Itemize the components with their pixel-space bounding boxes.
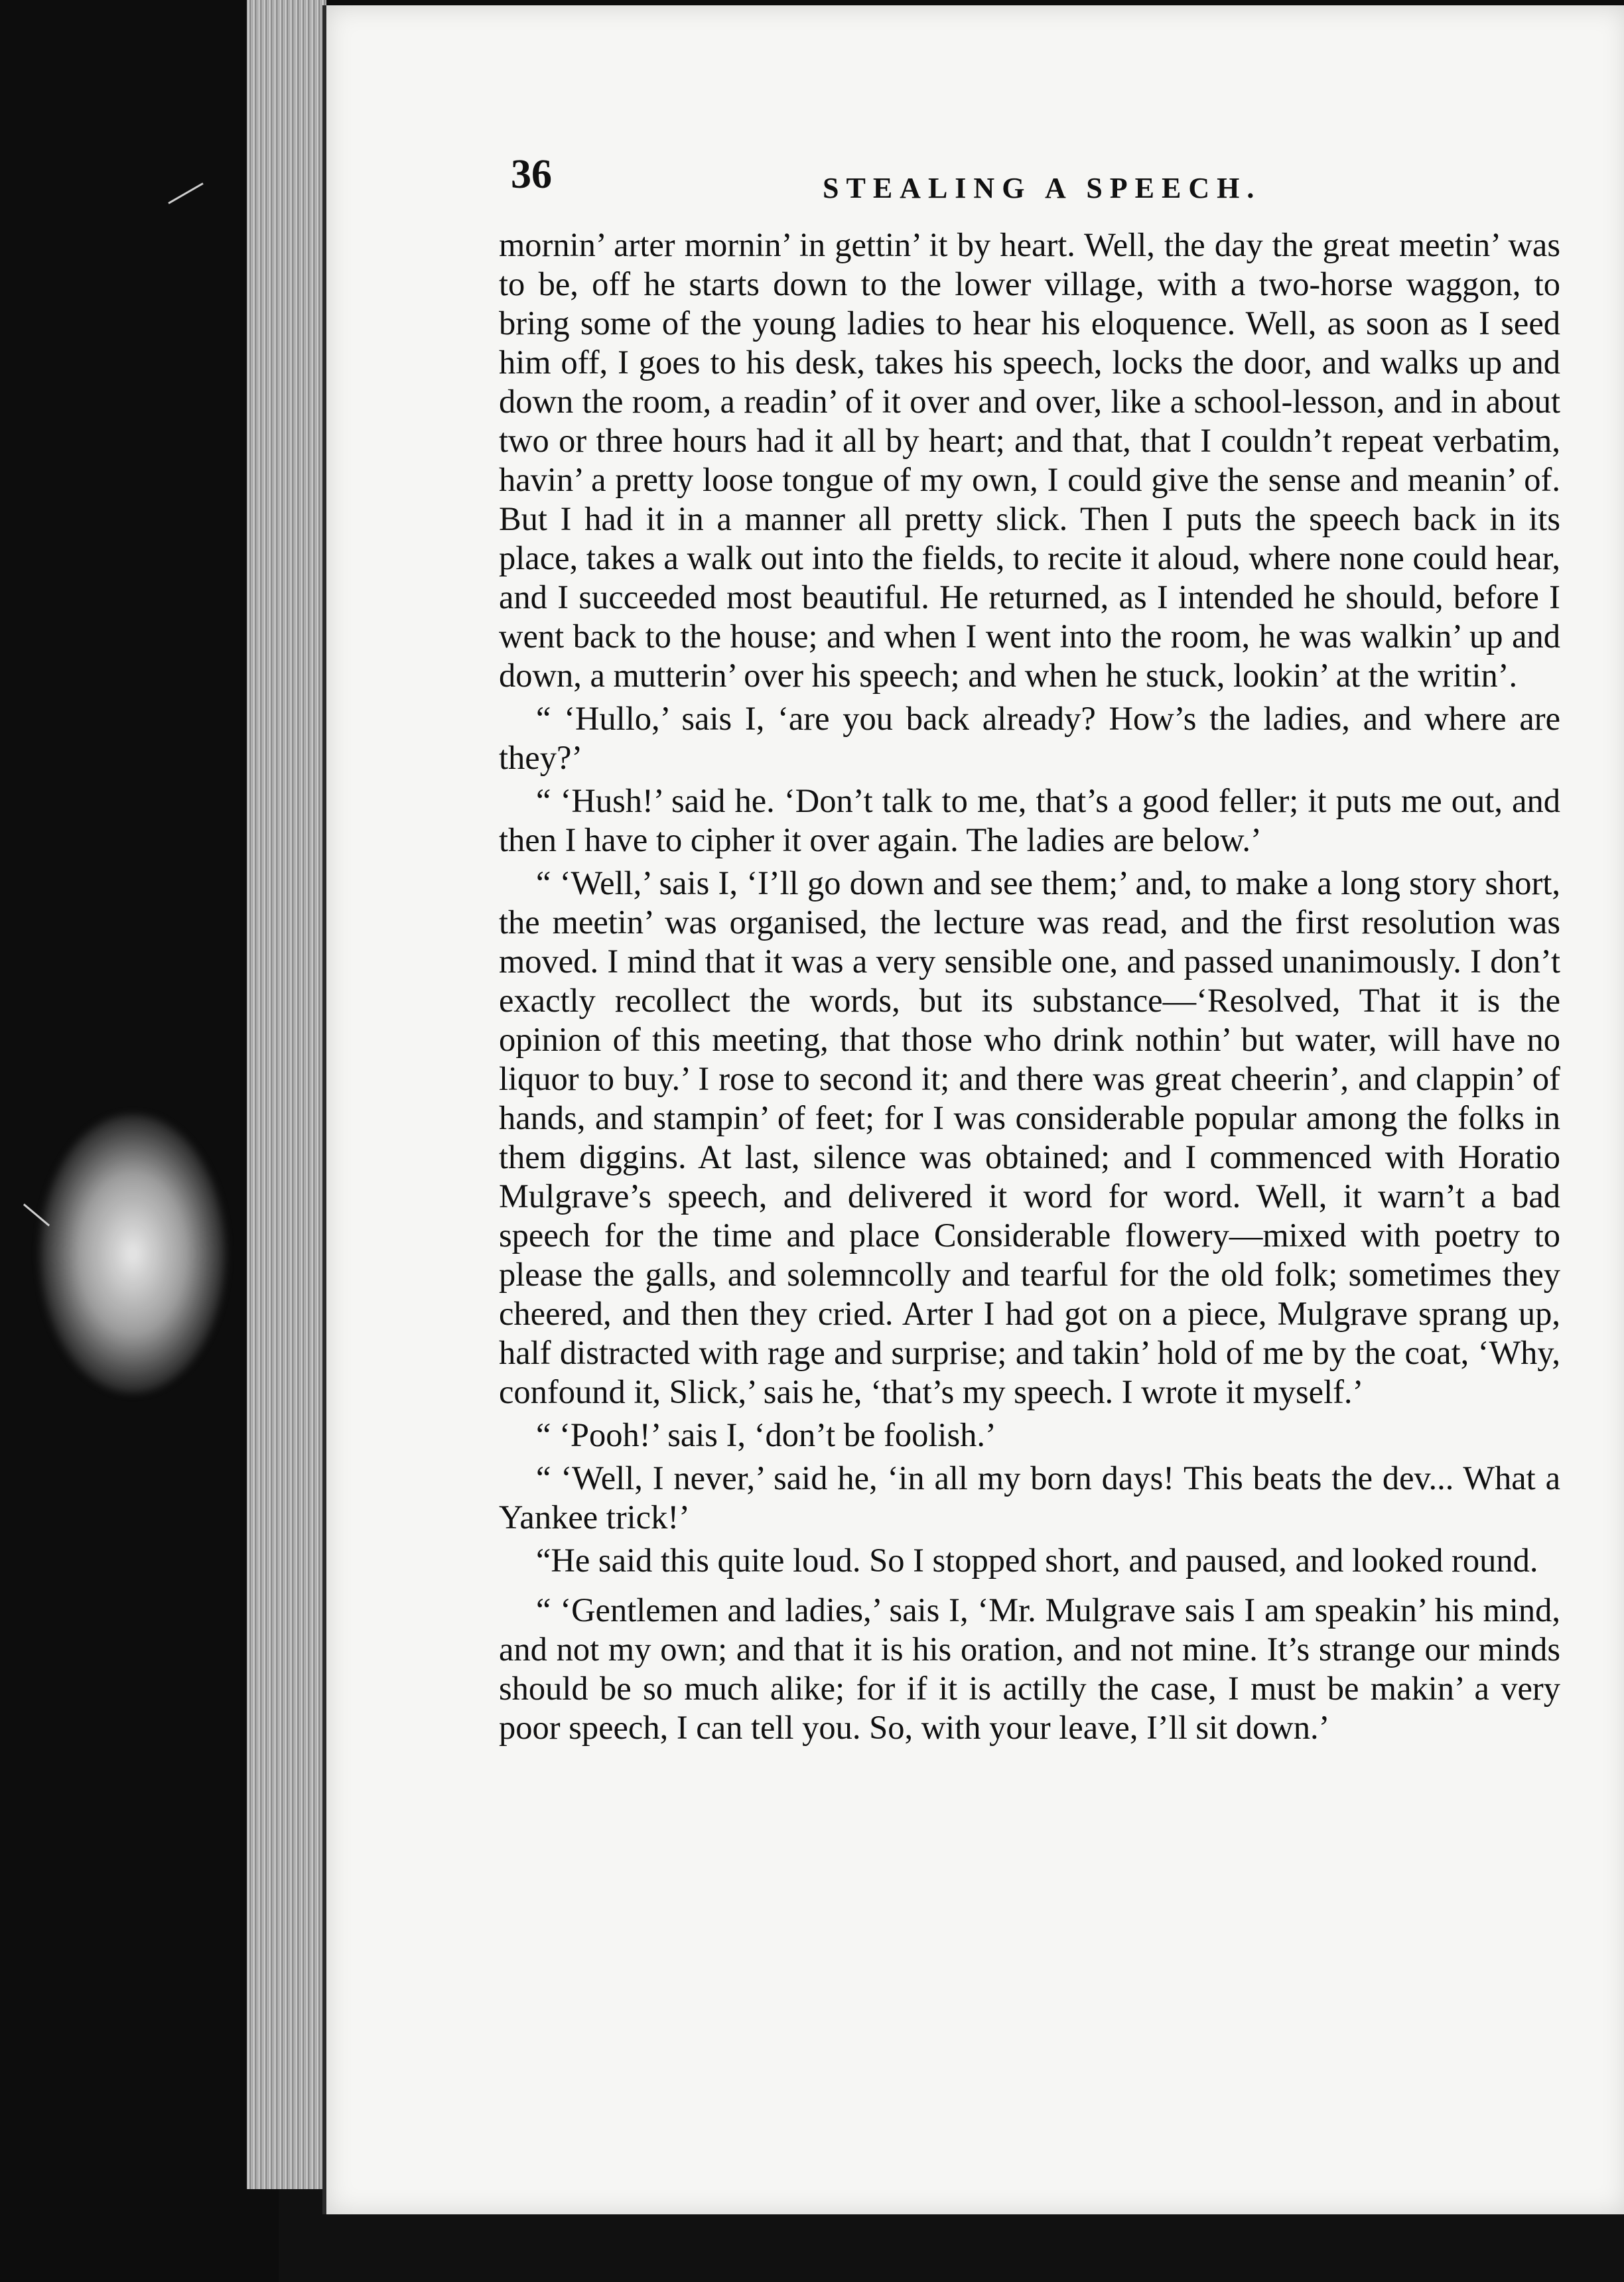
paragraph: “ ‘Gentlemen and ladies,’ sais I, ‘Mr. Mulgrave sais I am speakin’ his mind, and not my own; and that it is his oration, and not mine. It’s strange our minds should be so much alike; for if it is actilly the case, I must be makin’ a very poor speech, I can tell you. So, with your leave, I’ll sit down.’: [499, 1591, 1560, 1746]
book-page-edges: [247, 0, 326, 2189]
scan-scratch: [168, 182, 203, 204]
page-body: [499, 226, 1560, 1751]
paragraph: “ ‘Well, I never,’ said he, ‘in all my born days! This beats the dev... What a Yankee trick!’: [499, 1459, 1560, 1536]
paper-stain: [40, 1114, 226, 1393]
page-header: [511, 151, 1572, 211]
page-number: 36: [511, 152, 552, 197]
paragraph: “ ‘Hullo,’ sais I, ‘are you back already? How’s the ladies, and where are they?’: [499, 700, 1560, 776]
paragraph: “ ‘Pooh!’ sais I, ‘don’t be foolish.’: [536, 1416, 996, 1453]
paragraph: mornin’ arter mornin’ in gettin’ it by heart. Well, the day the great meetin’ was to be, off he starts down to the lower village, with a two-horse waggon, to bring some of the young ladies to hear his eloquence. Well, as soon as I seed him off, I goes to his desk, takes his speech, locks the door, and walks up and down the room, a readin’ of it over and over, like a school-lesson, and in about two or three hours had it all by heart; and that, that I couldn’t repeat verbatim, havin’ a pretty loose tongue of my own, I could give the sense and meanin’ of. But I had it in a manner all pretty slick. Then I puts the speech back in its place, takes a walk out into the fields, to recite it aloud, where none could hear, and I succeeded most beautiful. He returned, as I intended he should, before I went back to the house; and when I went into the room, he was walkin’ up and down, a mutterin’ over his speech; and when he stuck, lookin’ at the writin’.: [499, 226, 1560, 694]
paragraph: “ ‘Hush!’ said he. ‘Don’t talk to me, that’s a good feller; it puts me out, and then I have to cipher it over again. The ladies are below.’: [499, 782, 1560, 858]
paragraph: “He said this quite loud. So I stopped short, and paused, and looked round.: [536, 1542, 1538, 1579]
running-head: STEALING A SPEECH.: [823, 172, 1262, 204]
paragraph: “ ‘Well,’ sais I, ‘I’ll go down and see them;’ and, to make a long story short, the meetin’ was organised, the lecture was read, and the first resolution was moved. I mind that it was a very sensible one, and passed unanimously. I don’t exactly recollect the words, but its substance—‘Resolved, That it is the opinion of this meeting, that those who drink nothin’ but water, will have no liquor to buy.’ I rose to second it; and there was great cheerin’, and clappin’ of hands, and stampin’ of feet; for I was considerable popular among the folks in them diggins. At last, silence was obtained; and I commenced with Horatio Mulgrave’s speech, and delivered it word for word. Well, it warn’t a bad speech for the time and place Considerable flowery—mixed with poetry to please the galls, and solemncolly and tearful for the old folk; sometimes they cheered, and then they cried. Arter I had got on a piece, Mulgrave sprang up, half distracted with rage and surprise; and takin’ hold of me by the coat, ‘Why, confound it, Slick,’ sais he, ‘that’s my speech. I wrote it myself.’: [499, 864, 1560, 1410]
